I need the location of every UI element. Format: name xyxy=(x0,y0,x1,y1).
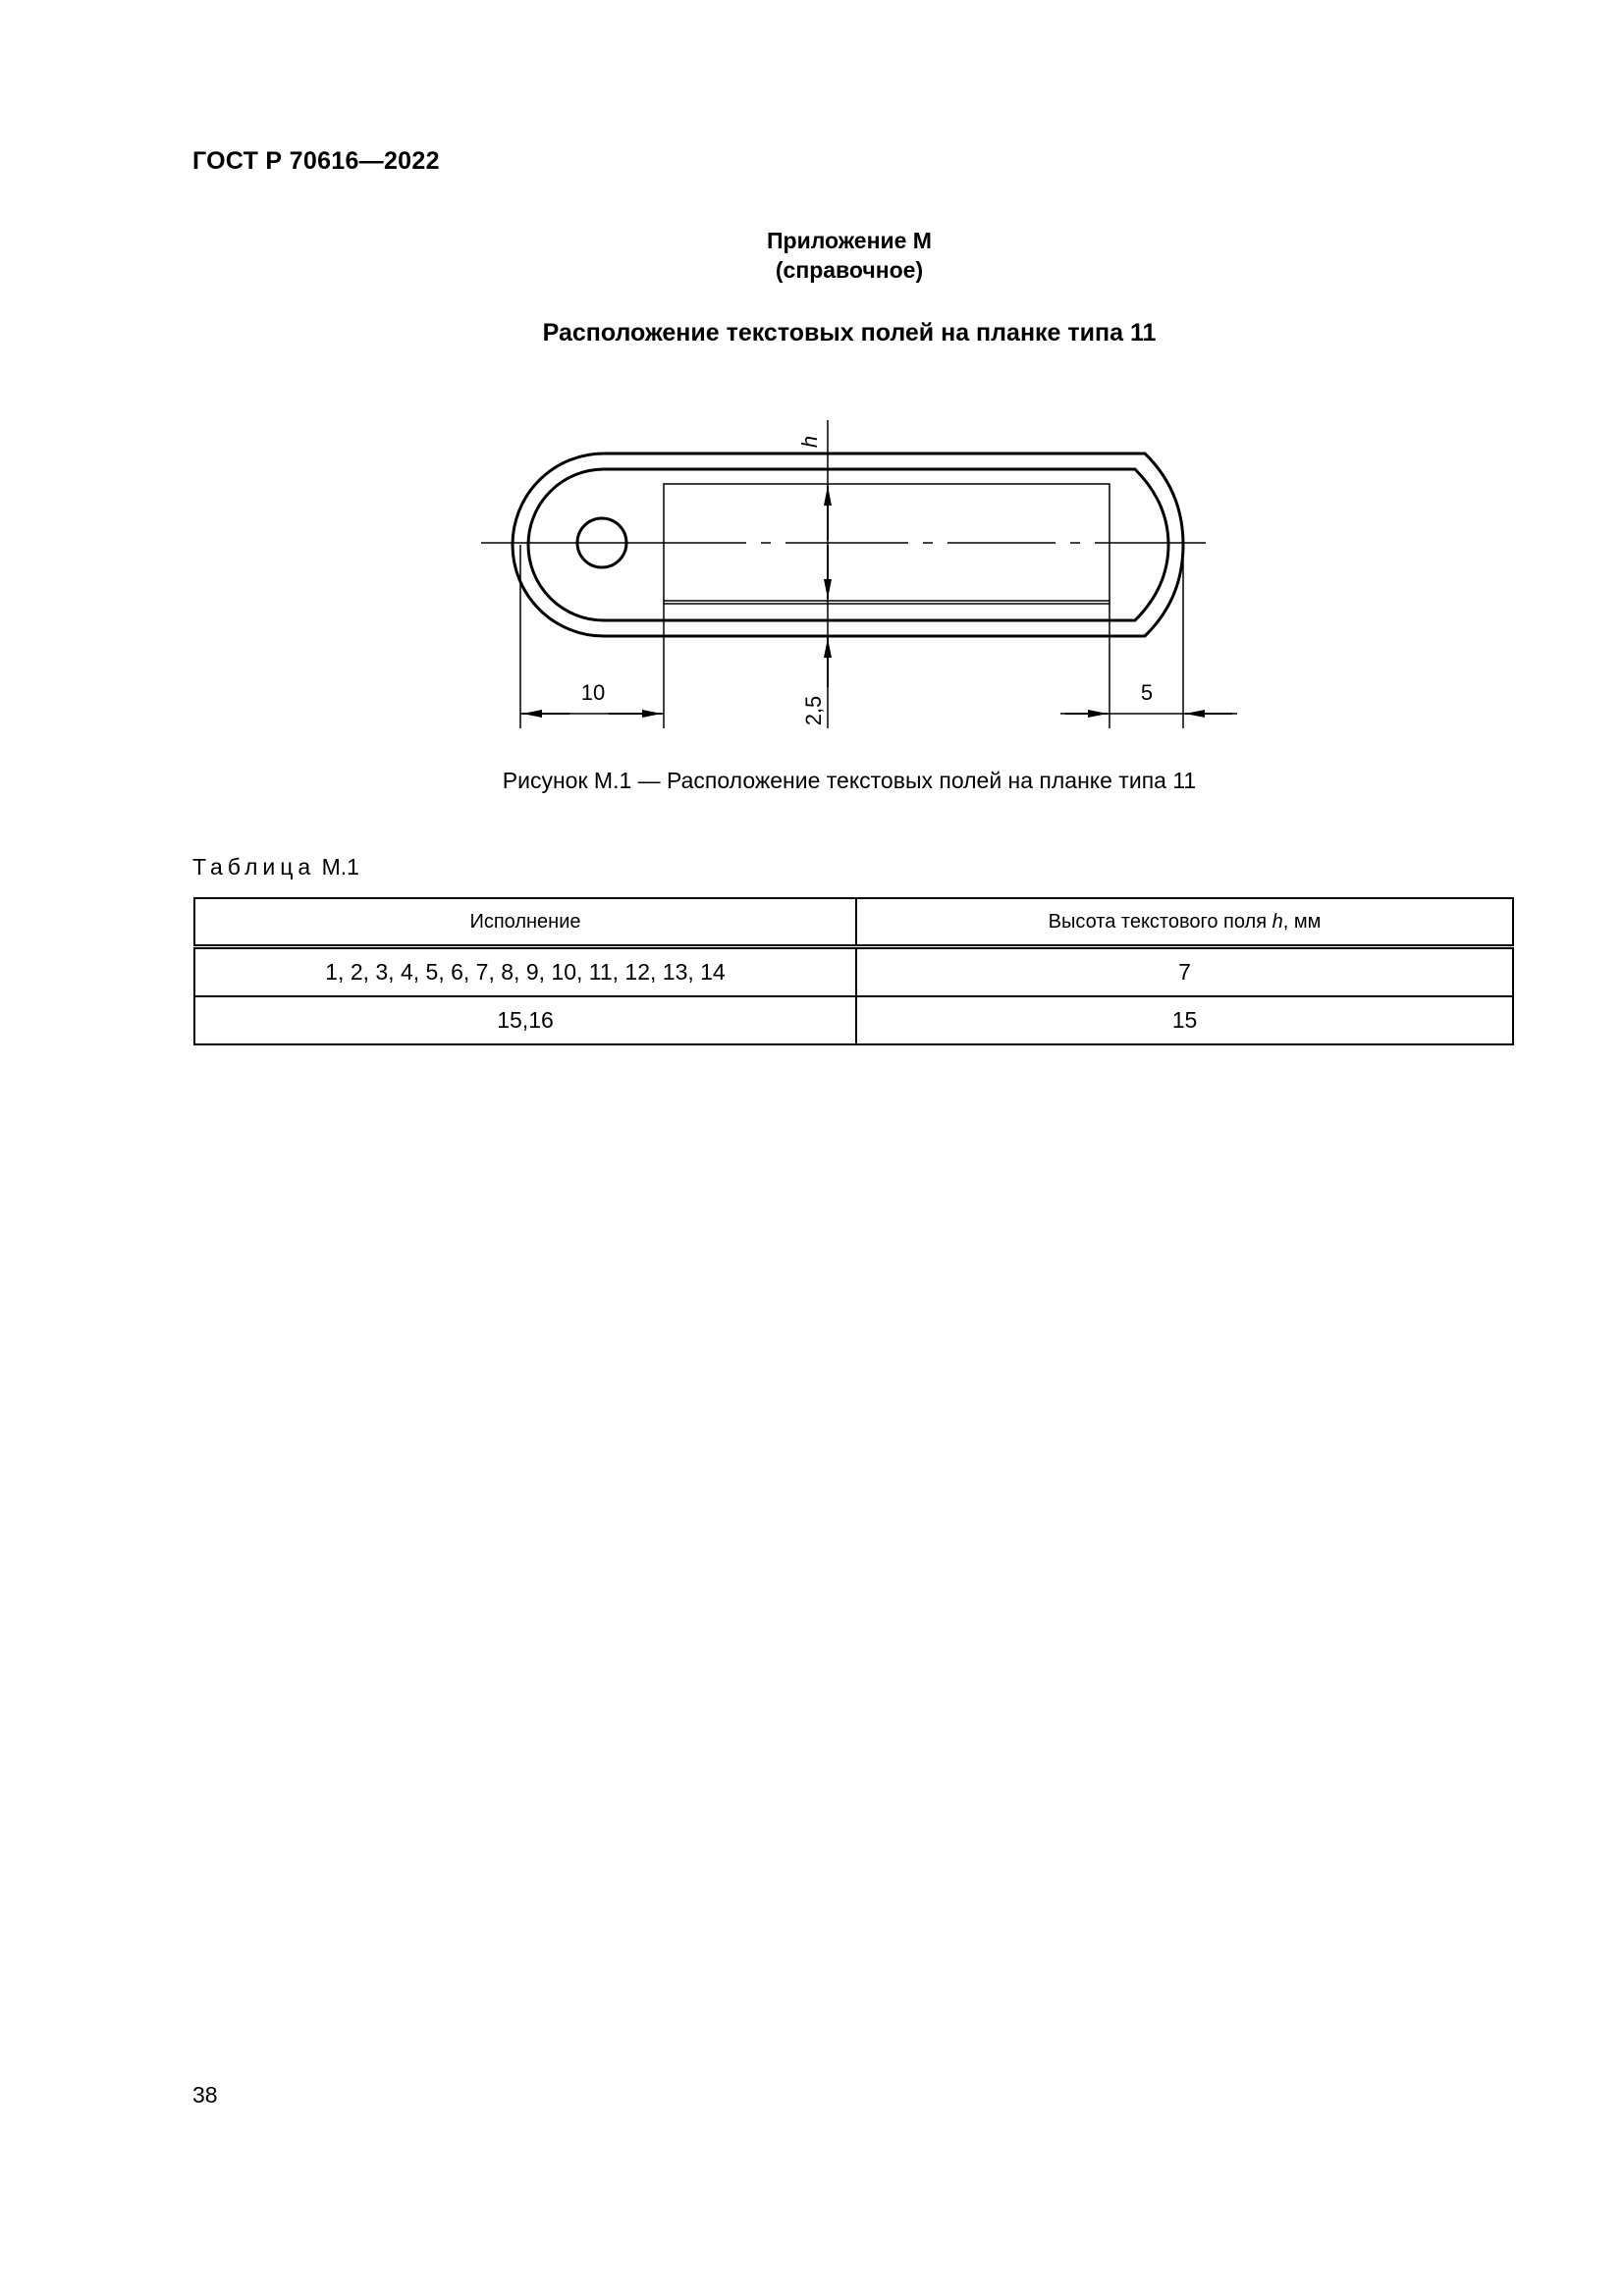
document-id: ГОСТ Р 70616—2022 xyxy=(192,147,440,175)
cell-height: 7 xyxy=(856,947,1513,997)
table-label-word: Таблица xyxy=(192,854,316,880)
label-dim-2-5: 2,5 xyxy=(801,695,826,726)
label-h: h xyxy=(797,435,822,449)
page-number: 38 xyxy=(192,2082,218,2108)
table-header-row xyxy=(194,898,1513,947)
figure-caption: Рисунок М.1 — Расположение текстовых полей на планке типа 11 xyxy=(502,768,1197,793)
header-execution: Исполнение xyxy=(194,898,856,947)
cell-execution: 15,16 xyxy=(194,996,856,1044)
label-dim-10: 10 xyxy=(580,680,606,705)
table-row xyxy=(194,947,1513,997)
table-label xyxy=(192,854,359,881)
table-row xyxy=(194,996,1513,1044)
annex-heading: Расположение текстовых полей на планке типа 11 xyxy=(542,319,1157,347)
annex-title-line2: (справочное) xyxy=(775,257,924,283)
plate-inner-outline xyxy=(528,469,1168,620)
header-height: Высота текстового поля h, мм xyxy=(856,898,1513,947)
label-dim-5: 5 xyxy=(1140,680,1154,705)
cell-execution: 1, 2, 3, 4, 5, 6, 7, 8, 9, 10, 11, 12, 13, 14 xyxy=(194,947,856,997)
data-table xyxy=(193,897,1514,1045)
table-label-number: М.1 xyxy=(321,854,359,880)
annex-title xyxy=(0,226,1624,285)
plate-outer-outline xyxy=(513,454,1183,636)
text-field-rect xyxy=(664,484,1110,604)
cell-height: 15 xyxy=(856,996,1513,1044)
annex-title-line1: Приложение М xyxy=(767,228,932,253)
mounting-hole xyxy=(577,518,626,567)
